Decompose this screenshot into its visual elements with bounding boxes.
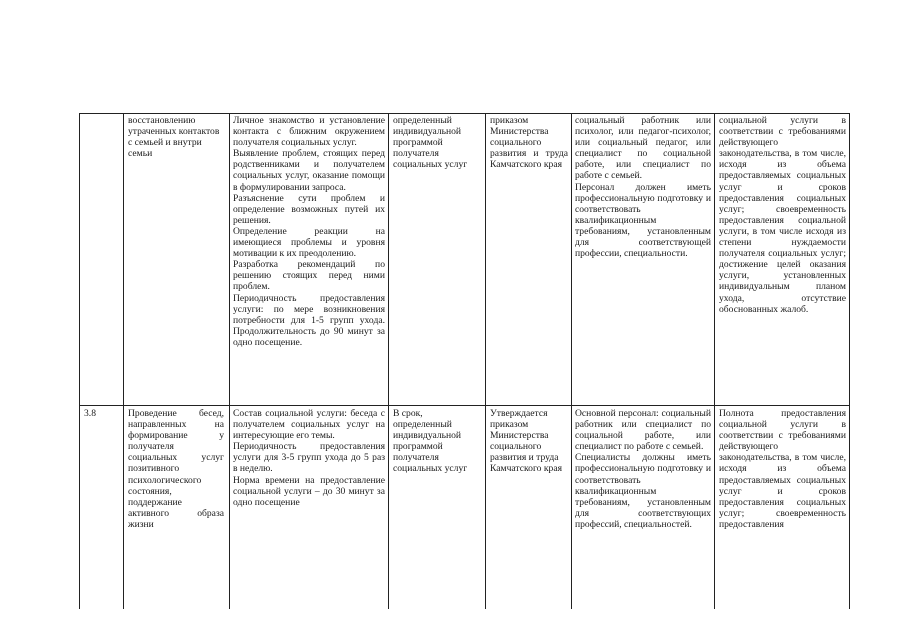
row2-conditions <box>575 408 711 608</box>
column-border <box>123 113 124 609</box>
table-top-border <box>79 113 849 114</box>
row1-quality-indicators: социальной услуги в соответствии с требованиями действующего законодательства, в том числе, исходя из объема предоставляемых социальных услуг и сроков предоставления социальных услуг; своевременность предоставления социальной услуги, в том числе исходя из степени нуждаемости получателя социальных услуг; достижение целей оказания услуги, установленных индивидуальным планом ухода, отсутствие обоснованных жалоб. <box>719 115 846 315</box>
row1-service-content <box>233 115 385 348</box>
column-border <box>229 113 230 609</box>
row1-service-name: восстановлению утраченных контактов с семьей и внутри семьи <box>128 115 220 160</box>
content-paragraph: Определение реакции на имеющиеся проблемы и уровня мотивации к их преодолению. <box>233 225 385 260</box>
content-paragraph: Выявление проблем, стоящих перед родственниками и получателем социальных услуг, оказание помощи в формулировании запроса. <box>233 148 385 193</box>
conditions-paragraph: социальный работник или психолог, или педагог-психолог, или социальный педагог, или специалист по социальной работе, или специалист по работе с семьей. <box>575 115 711 182</box>
column-border <box>388 113 389 609</box>
row1-conditions <box>575 115 711 259</box>
content-paragraph: Состав социальной услуги: беседа с получателем социальных услуг на интересующие его темы. <box>233 408 385 442</box>
row1-tariff: приказом Министерства социального развития и труда Камчатского края <box>490 115 568 171</box>
content-paragraph: Норма времени на предоставление социальной услуги – до 30 минут за одно посещение <box>233 474 385 508</box>
conditions-paragraph: Специалисты должны иметь профессиональную подготовку и соответствовать квалификационным требованиям, установленным для соответствующих профессий, специальностей. <box>575 452 711 530</box>
row2-number: 3.8 <box>84 408 96 419</box>
column-border <box>79 113 80 609</box>
row2-volume: В срок, определенный индивидуальной программой получателя социальных услуг <box>393 408 468 475</box>
conditions-paragraph: Основной персонал: социальный работник или специалист по социальной работе, или специалист по работе с семьей. <box>575 408 711 453</box>
conditions-paragraph: Персонал должен иметь профессиональную подготовку и соответствовать квалификационным требованиям, установленным для соответствующей профессии, специальности. <box>575 181 711 260</box>
row2-service-content <box>233 408 385 508</box>
column-border <box>849 113 850 609</box>
column-border <box>714 113 715 609</box>
column-border <box>571 113 572 609</box>
row2-quality-indicators: Полнота предоставления социальной услуги в соответствии с требованиями действующего законодательства, в том числе, исходя из объема предоставляемых социальных услуг и сроков предоставления социальных услуг; своевременность предоставления <box>719 408 846 530</box>
row1-volume: определенный индивидуальной программой получателя социальных услуг <box>393 115 468 171</box>
content-paragraph: Разъяснение сути проблем и определение возможных путей их решения. <box>233 192 385 226</box>
column-border <box>485 113 486 609</box>
row-separator <box>79 405 849 406</box>
content-paragraph: Личное знакомство и установление контакта с ближним окружением получателя социальных услуг. <box>233 115 385 149</box>
content-paragraph: Периодичность предоставления услуги для 3-5 групп ухода до 5 раз в неделю. <box>233 441 385 475</box>
content-paragraph: Периодичность предоставления услуги: по мере возникновения потребности для 1-5 групп ухода. Продолжительность до 90 минут за одно посещение. <box>233 292 385 348</box>
row2-service-name: Проведение бесед, направленных на формирование у получателя социальных услуг позитивного психологического состояния, поддержание активного образа жизни <box>128 408 224 530</box>
row2-tariff: Утверждается приказом Министерства социального развития и труда Камчатского края <box>490 408 562 475</box>
content-paragraph: Разработка рекомендаций по решению стоящих перед ними проблем. <box>233 259 385 293</box>
